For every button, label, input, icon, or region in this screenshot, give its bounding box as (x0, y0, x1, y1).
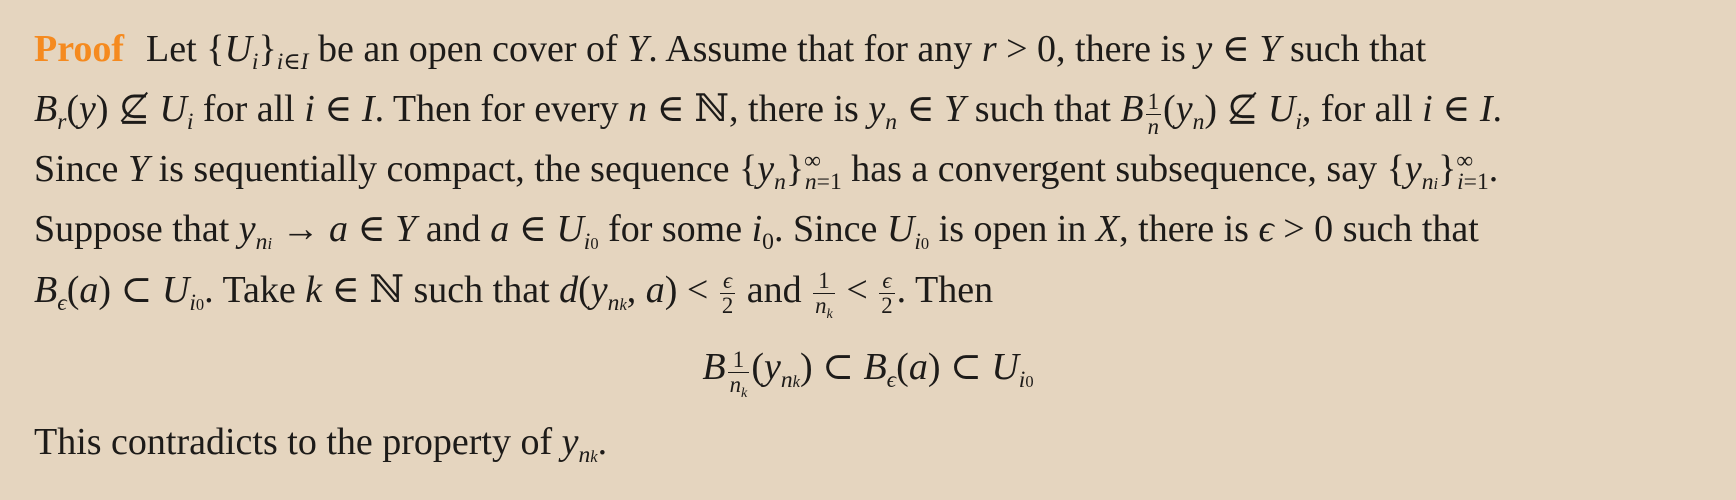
proof-line-5: $B_\epsilon(a)$ ⊂ $U_{i0}$. Take k ∈ ℕ such that $d(y_{nk}$, a) < $\frac{\epsilon}{2}$ and $\frac{1}{n_k}$ < $\frac{\epsilon}{2}$ . Then (34, 267, 994, 322)
proof-line-1: Proof Let $\{U_i\}_{i\in I}$ be an open cover of Y. Assume that for any r > 0, there is y ∈ Y such that (34, 28, 1427, 76)
proof-line-3: Since Y is sequentially compact, the sequence $\{y_n\}^\infty_{n=1}$ has a convergent subsequence, say $\{y_{ni}\}^\infty_{i=1}$. (34, 148, 1499, 196)
display-equation: B $\frac{1}{n_k}$ $(y_{nk})$ ⊂ $B_\epsilon(a)$ ⊂ $U_{i0}$ (702, 346, 1034, 401)
proof-line-2: $B_r(y)$ ⊈ $U_i$ for all i ∈ I. Then for every n ∈ ℕ, there is $y_n$ ∈ Y such that B $\frac{1}{n}$ $(y_n)$ ⊈ $U_i$, for all i ∈ I. (34, 88, 1503, 139)
proof-line-4: Suppose that $y_{ni} \to a$ ∈ Y and a ∈ $U_{i0}$ for some $i_0$. Since $U_{i0}$ is open in X, there is ϵ > 0 such that (34, 208, 1479, 256)
proof-heading: Proof (34, 28, 125, 70)
proof-line-7: This contradicts to the property of $y_{nk}$. (34, 421, 608, 469)
